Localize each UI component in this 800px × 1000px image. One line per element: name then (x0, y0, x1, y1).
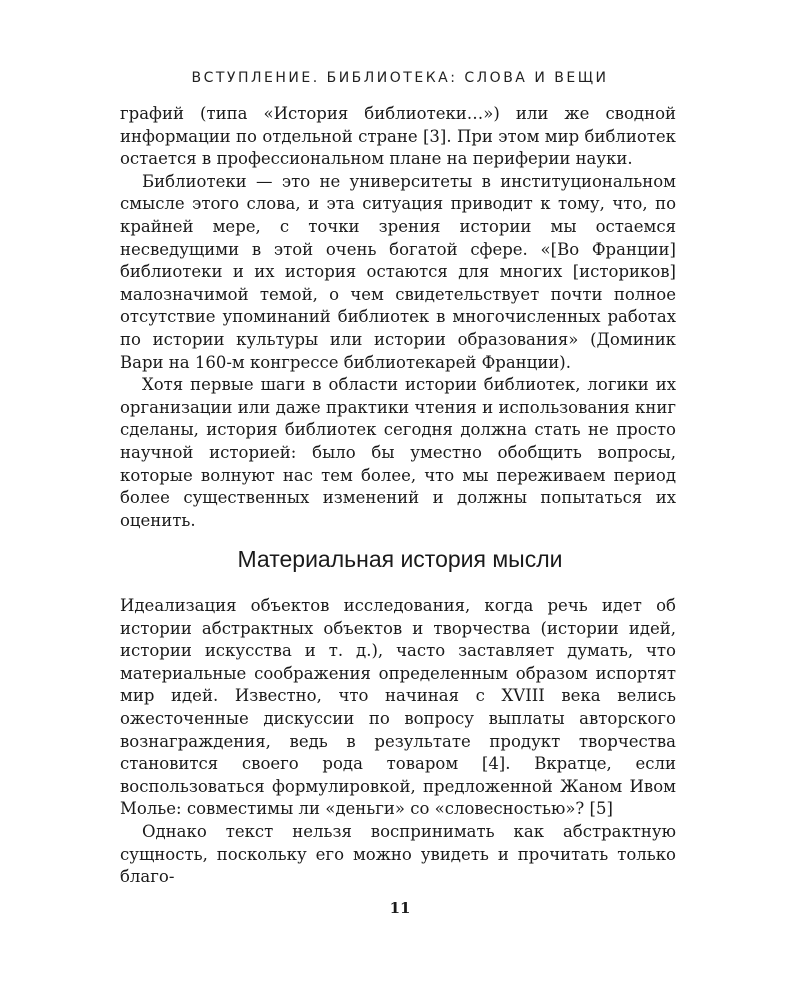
running-head: ВСТУПЛЕНИЕ. БИБЛИОТЕКА: СЛОВА И ВЕЩИ (191, 70, 609, 86)
paragraph: Идеализация объектов исследования, когда речь идет об истории абстрактных объектов и творчества (истории идей, истории искусства и т. д.), часто заставляет думать, что материальные соображения определенным образом испортят мир идей. Известно, что начиная с XVIII века велись ожесточенные дискуссии по вопросу выплаты авторского вознаграждения, ведь в результате продукт творчества становится своего рода товаром [4]. Вкратце, если воспользоваться формулировкой, предложенной Жаном Ивом Молье: совместимы ли «деньги» со «словесностью»? [5] (120, 596, 676, 819)
paragraph: Однако текст нельзя воспринимать как абстрактную сущность, поскольку его можно увидеть и прочитать только благо- (120, 821, 676, 887)
text-block-before-heading (120, 103, 676, 532)
paragraph: Библиотеки — это не университеты в институциональном смысле этого слова, и эта ситуация приводит к тому, что, по крайней мере, с точки зрения истории мы остаемся несведущими в этой очень богатой сфере. «[Во Франции] библиотеки и их история остаются для многих [историков] малозначимой темой, о чем свидетельствует почти полное отсутствие упоминаний библиотек в многочисленных работах по истории культуры или истории образования» (Доминик Вари на 160-м конгрессе библиотекарей Франции). (120, 171, 676, 372)
paragraph-continuation: графий (типа «История библиотеки…») или же сводной информации по отдельной стране [3]. При этом мир библиотек остается в профессиональном плане на периферии науки. (120, 104, 676, 169)
page-number: 11 (389, 899, 411, 917)
paragraph: Хотя первые шаги в области истории библиотек, логики их организации или даже практики чтения и использования книг сделаны, история библиотек сегодня должна стать не просто научной историей: было бы уместно обобщить вопросы, которые волнуют нас тем более, что мы переживаем период более существенных изменений и должны попытаться их оценить. (120, 375, 676, 530)
section-heading: Материальная история мысли (237, 546, 563, 572)
text-block-after-heading (120, 595, 676, 889)
